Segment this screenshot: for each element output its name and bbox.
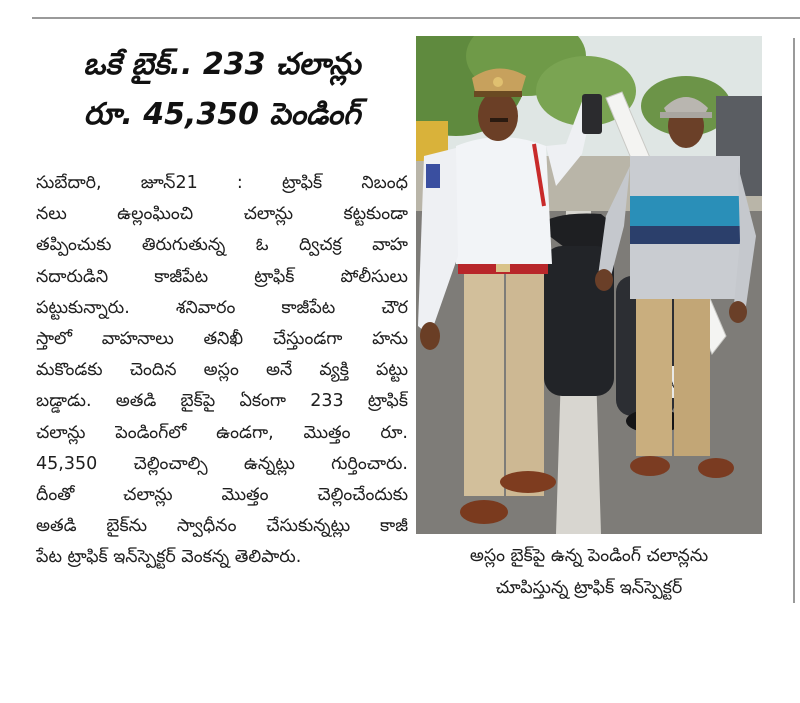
article-line: సుబేదారి, జూన్21 : ట్రాఫిక్ నిబంధ bbox=[36, 173, 408, 193]
article-line: చలాన్లు పెండింగ్‌లో ఉండగా, మొత్తం రూ. bbox=[36, 422, 408, 443]
article-line: మకొండకు చెందిన అస్లం అనే వ్యక్తి పట్టు bbox=[36, 360, 408, 381]
article-line: పట్టుకున్నారు. శనివారం కాజీపేట చౌర bbox=[36, 297, 408, 318]
article-body bbox=[36, 168, 408, 574]
article-line: దీంతో చలాన్లు మొత్తం చెల్లించేందుకు bbox=[36, 485, 408, 506]
article-line: నలు ఉల్లంఘించి చలాన్లు కట్టకుండా bbox=[36, 204, 408, 225]
top-divider bbox=[32, 17, 800, 19]
headline bbox=[36, 40, 408, 140]
article-line: బడ్డాడు. అతడి బైక్‌పై ఏకంగా 233 ట్రాఫిక్ bbox=[36, 391, 408, 412]
article-line: స్తాలో వాహనాలు తనిఖీ చేస్తుండగా హను bbox=[36, 329, 408, 350]
news-photo bbox=[416, 36, 762, 534]
article-line: 45,350 చెల్లించాల్సి ఉన్నట్లు గుర్తించారు. bbox=[36, 453, 408, 474]
caption-line-2: చూపిస్తున్న ట్రాఫిక్ ఇన్‌స్పెక్టర్ bbox=[495, 578, 683, 598]
article-line: తప్పించుకు తిరుగుతున్న ఓ ద్విచక్ర వాహ bbox=[36, 235, 408, 256]
article-line: నదారుడిని కాజీపేట ట్రాఫిక్ పోలీసులు bbox=[36, 266, 408, 287]
article-line: పేట ట్రాఫిక్ ఇన్‌స్పెక్టర్ వెంకన్న తెలిపారు. bbox=[36, 547, 302, 568]
headline-line-1: ఒకే బైక్.. 233 చలాన్లు bbox=[83, 47, 361, 82]
article-line: అతడి బైక్‌ను స్వాధీనం చేసుకున్నట్లు కాజీ bbox=[36, 516, 408, 537]
photo-caption bbox=[416, 540, 762, 604]
headline-line-2: రూ. 45,350 పెండింగ్ bbox=[83, 97, 361, 132]
caption-line-1: అస్లం బైక్‌పై ఉన్న పెండింగ్ చలాన్లను bbox=[469, 546, 709, 566]
column-divider bbox=[793, 38, 795, 603]
